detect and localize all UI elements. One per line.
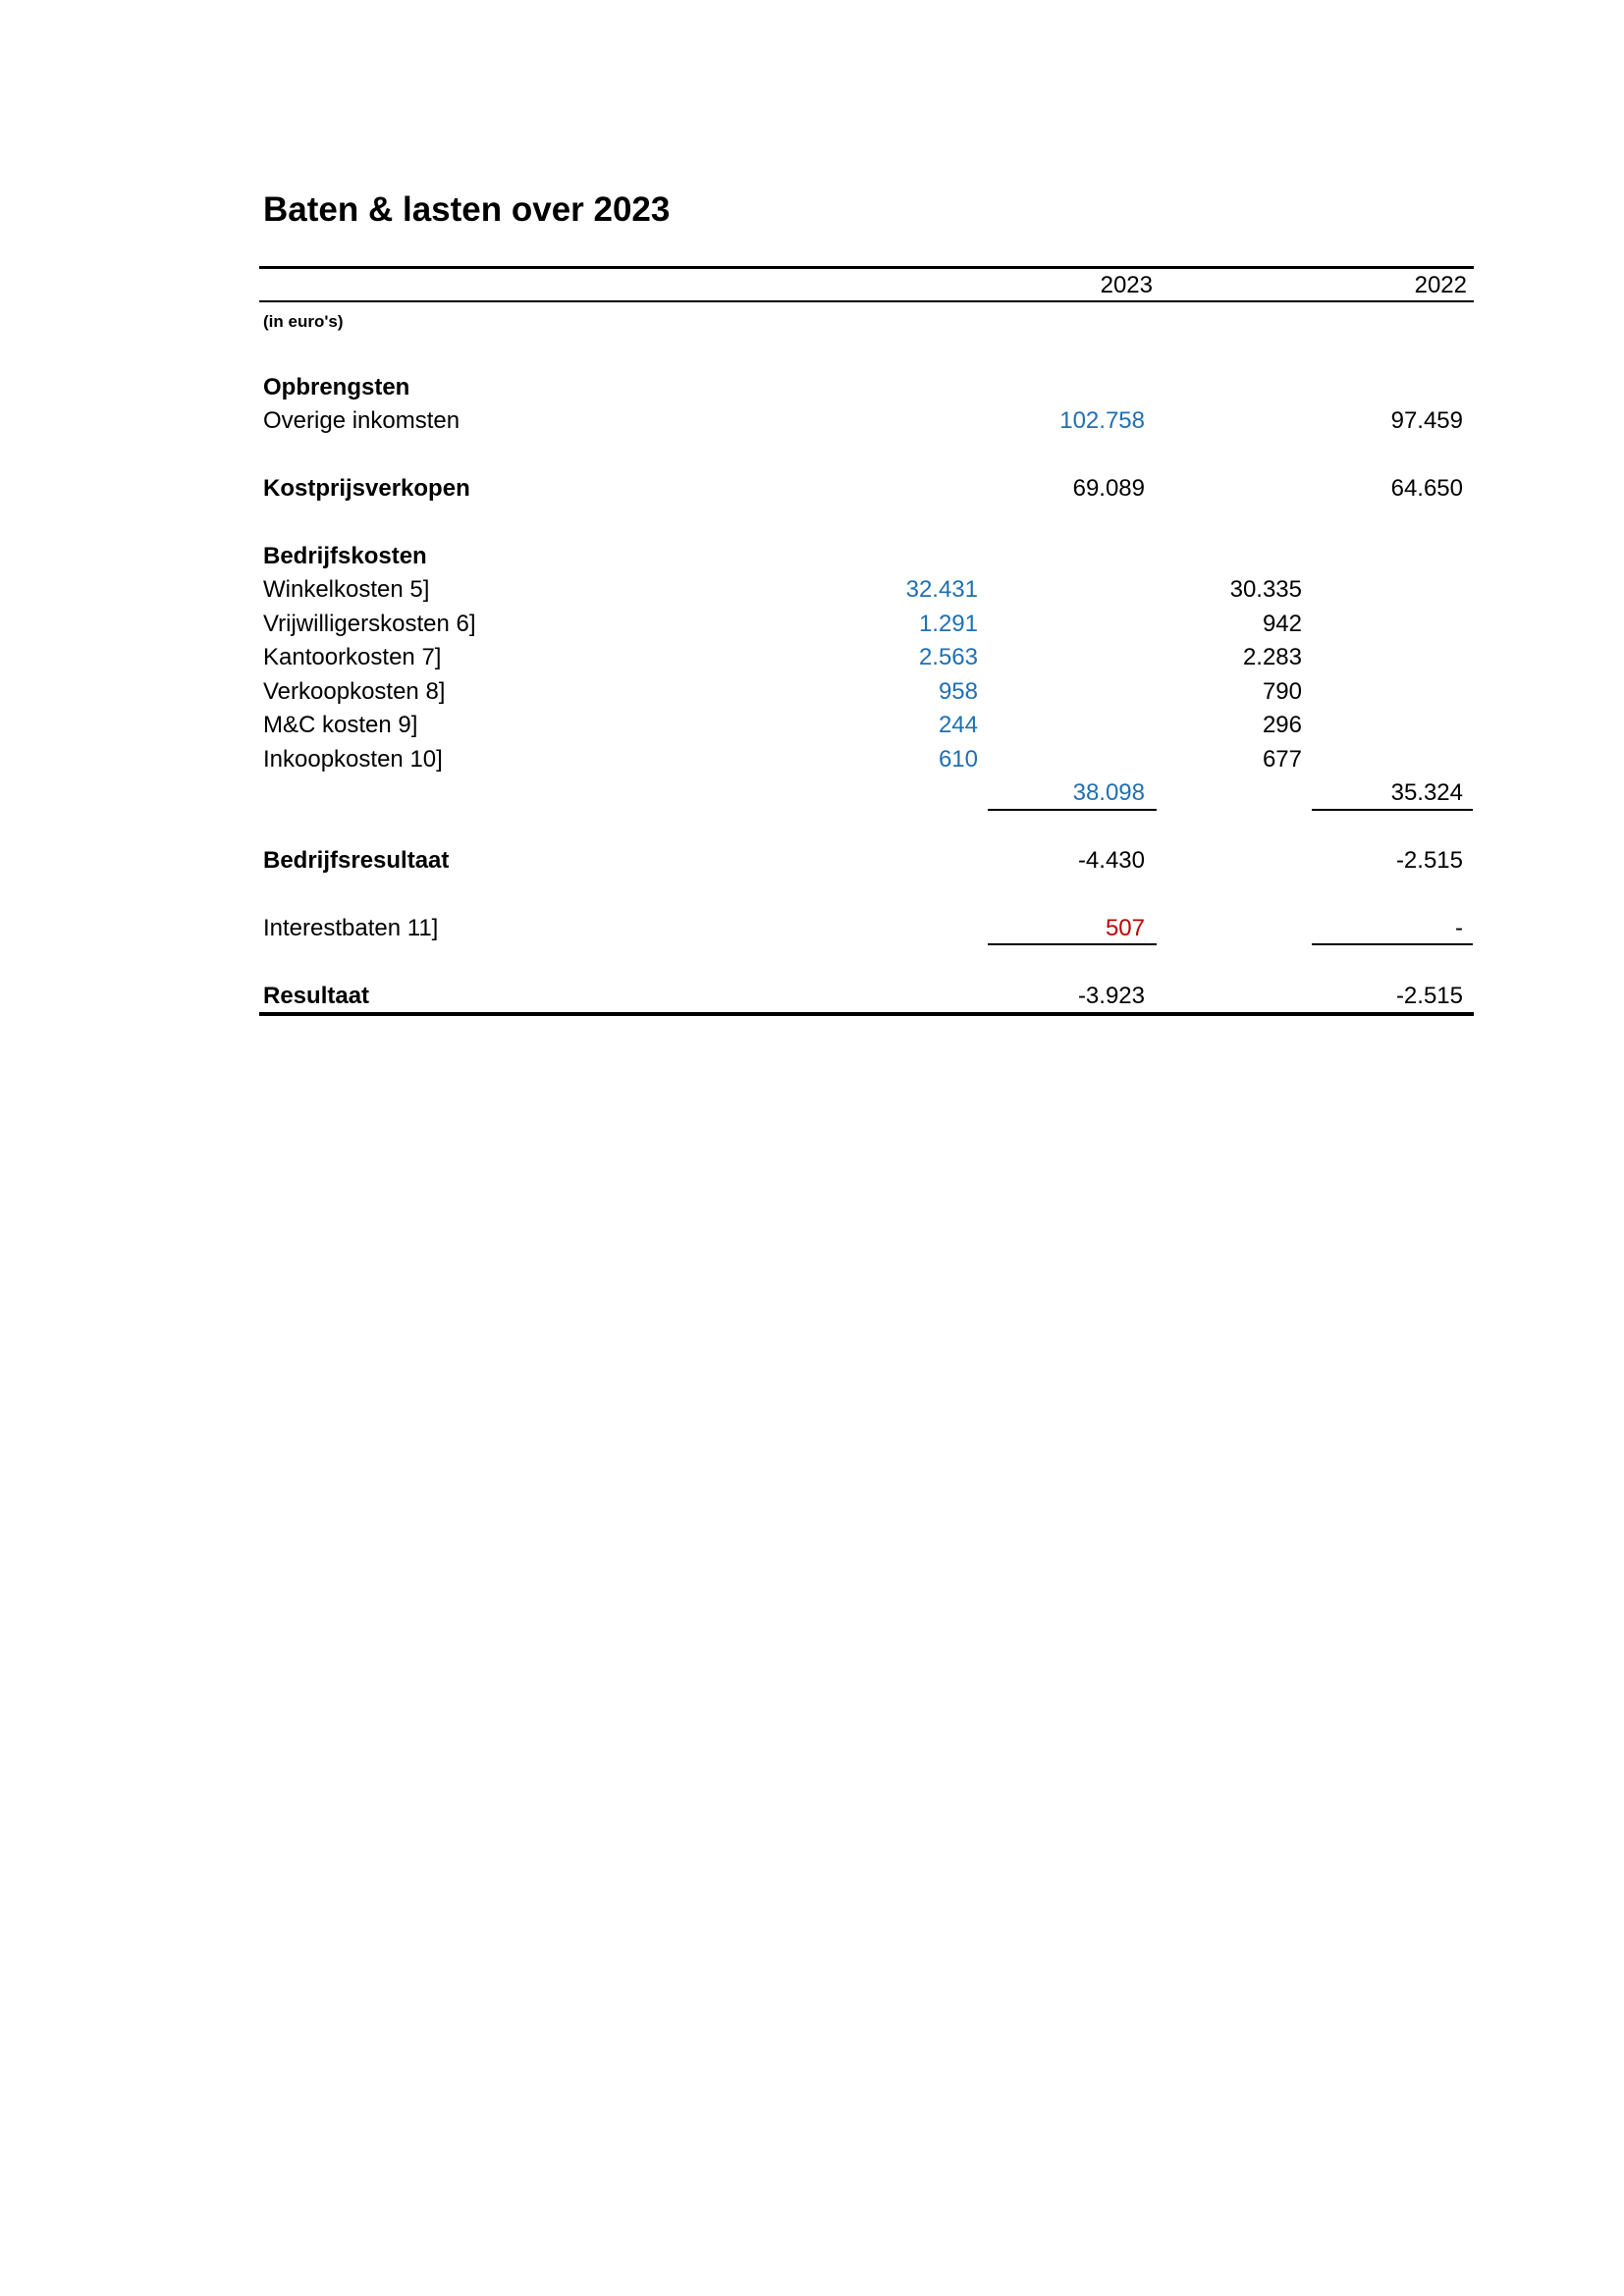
table-header-rule — [259, 300, 1474, 302]
value-resultaat-2022: -2.515 — [1395, 983, 1463, 1009]
row-label-kantoorkosten: Kantoorkosten 7] — [263, 644, 442, 670]
detail-vrijwilligerskosten-2022: 942 — [1262, 611, 1302, 637]
detail-inkoopkosten-2022: 677 — [1262, 746, 1302, 773]
year-header-current: 2023 — [1100, 272, 1153, 298]
detail-kantoorkosten-2022: 2.283 — [1242, 644, 1302, 670]
table-top-rule — [259, 266, 1474, 269]
detail-inkoopkosten-2023: 610 — [938, 746, 978, 773]
value-overige-inkomsten-2023: 102.758 — [1059, 407, 1145, 434]
interest-rule-2023 — [988, 943, 1157, 945]
row-label-kostprijsverkopen: Kostprijsverkopen — [263, 475, 470, 502]
detail-verkoopkosten-2023: 958 — [938, 678, 978, 705]
detail-winkelkosten-2023: 32.431 — [905, 576, 978, 603]
row-label-bedrijfsresultaat: Bedrijfsresultaat — [263, 847, 450, 874]
row-label-overige-inkomsten: Overige inkomsten — [263, 407, 460, 434]
value-resultaat-2023: -3.923 — [1077, 983, 1145, 1009]
row-label-inkoopkosten: Inkoopkosten 10] — [263, 746, 443, 773]
row-label-resultaat: Resultaat — [263, 983, 370, 1009]
section-heading-bedrijfskosten: Bedrijfskosten — [263, 543, 427, 569]
detail-vrijwilligerskosten-2023: 1.291 — [918, 611, 978, 637]
row-label-verkoopkosten: Verkoopkosten 8] — [263, 678, 446, 705]
page-title: Baten & lasten over 2023 — [263, 190, 671, 229]
detail-mc-kosten-2022: 296 — [1262, 712, 1302, 738]
row-label-mc-kosten: M&C kosten 9] — [263, 712, 418, 738]
value-interestbaten-2023: 507 — [1105, 915, 1145, 941]
value-bedrijfskosten-total-2023: 38.098 — [1072, 779, 1145, 806]
value-kostprijsverkopen-2023: 69.089 — [1072, 475, 1145, 502]
row-label-vrijwilligerskosten: Vrijwilligerskosten 6] — [263, 611, 476, 637]
value-kostprijsverkopen-2022: 64.650 — [1390, 475, 1463, 502]
value-bedrijfskosten-total-2022: 35.324 — [1390, 779, 1463, 806]
subtotal-rule-2022 — [1312, 809, 1473, 811]
detail-verkoopkosten-2022: 790 — [1262, 678, 1302, 705]
detail-kantoorkosten-2023: 2.563 — [918, 644, 978, 670]
value-bedrijfsresultaat-2023: -4.430 — [1077, 847, 1145, 874]
row-label-interestbaten: Interestbaten 11] — [263, 915, 439, 941]
row-label-winkelkosten: Winkelkosten 5] — [263, 576, 430, 603]
section-heading-opbrengsten: Opbrengsten — [263, 374, 410, 400]
table-bottom-rule — [259, 1012, 1474, 1016]
value-interestbaten-2022: - — [1455, 915, 1463, 941]
subtotal-rule-2023 — [988, 809, 1157, 811]
unit-note: (in euro's) — [263, 312, 344, 331]
value-bedrijfsresultaat-2022: -2.515 — [1395, 847, 1463, 874]
value-overige-inkomsten-2022: 97.459 — [1390, 407, 1463, 434]
interest-rule-2022 — [1312, 943, 1473, 945]
year-header-previous: 2022 — [1414, 272, 1467, 298]
detail-mc-kosten-2023: 244 — [938, 712, 978, 738]
detail-winkelkosten-2022: 30.335 — [1229, 576, 1302, 603]
